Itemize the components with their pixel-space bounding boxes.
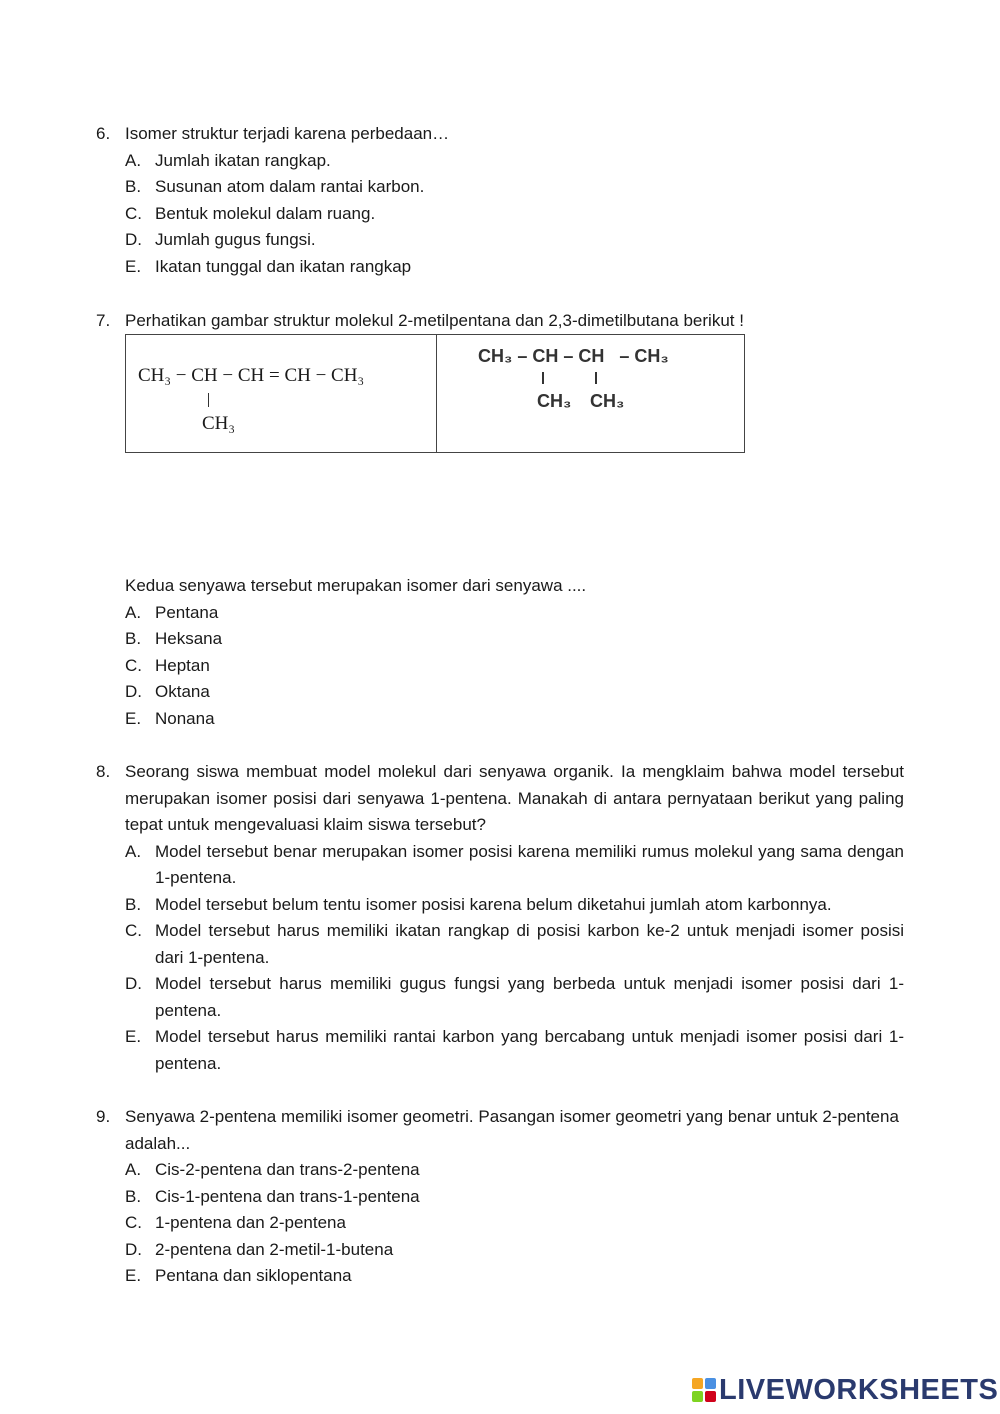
option-a[interactable]: A. Pentana xyxy=(125,602,219,622)
question-number: 8. xyxy=(96,762,111,781)
structure-2-metilpentana: CH₃ − CH − CH = CH − CH₃ xyxy=(138,365,365,386)
question-text: Perhatikan gambar struktur molekul 2-metilpentana dan 2,3-dimetilbutana berikut ! xyxy=(125,311,744,330)
question-6 xyxy=(96,121,904,280)
question-text: Seorang siswa membuat model molekul dari senyawa organik. Ia mengklaim bahwa model tersebut merupakan isomer posisi dari senyawa 1-pentena. Manakah di antara pernyataan berikut yang paling tepat untuk mengevaluasi klaim siswa tersebut? xyxy=(125,762,904,834)
structure-table xyxy=(125,334,745,453)
option-e[interactable]: E. Pentana dan siklopentana xyxy=(125,1266,352,1285)
options-list xyxy=(125,148,904,281)
bond-line xyxy=(208,393,209,407)
question-number: 7. xyxy=(96,311,111,330)
logo-square-icon xyxy=(705,1378,716,1389)
option-c[interactable]: C. Heptan xyxy=(125,655,210,675)
question-text: Senyawa 2-pentena memiliki isomer geometri. Pasangan isomer geometri yang benar untuk 2-pentena adalah... xyxy=(125,1107,899,1153)
question-number: 6. xyxy=(96,124,111,143)
structure-branch: CH₃ xyxy=(537,391,572,411)
structure-branch: CH₃ xyxy=(590,391,625,411)
option-c[interactable]: C. 1-pentena dan 2-pentena xyxy=(125,1213,346,1232)
option-d[interactable]: D. Oktana xyxy=(125,682,210,701)
question-7-followup xyxy=(96,573,904,732)
option-d[interactable]: D. Jumlah gugus fungsi. xyxy=(125,230,316,249)
logo-square-icon xyxy=(692,1391,703,1402)
option-a[interactable]: A. Model tersebut benar merupakan isomer posisi karena memiliki rumus molekul yang sama dengan 1-pentena. xyxy=(125,841,904,887)
option-e[interactable]: E. Ikatan tunggal dan ikatan rangkap xyxy=(125,256,412,276)
table-divider xyxy=(436,335,437,452)
structure-2-3-dimetilbutana: CH₃ – CH – CH – CH₃ xyxy=(478,346,669,366)
option-e[interactable]: E. Model tersebut harus memiliki rantai karbon yang bercabang untuk menjadi isomer posisi dari 1-pentena. xyxy=(125,1027,904,1073)
options-list xyxy=(125,600,904,733)
option-d[interactable]: D. 2-pentena dan 2-metil-1-butena xyxy=(125,1239,394,1259)
option-c[interactable]: C. Bentuk molekul dalam ruang. xyxy=(125,203,376,223)
bond-line xyxy=(595,372,597,384)
logo-square-icon xyxy=(692,1378,703,1389)
liveworksheets-logo-icon xyxy=(692,1378,716,1402)
option-b[interactable]: B. Cis-1-pentena dan trans-1-pentena xyxy=(125,1186,420,1206)
question-number: 9. xyxy=(96,1107,111,1126)
option-a[interactable]: A. Cis-2-pentena dan trans-2-pentena xyxy=(125,1160,420,1179)
logo-square-icon xyxy=(705,1391,716,1402)
question-7 xyxy=(96,308,904,335)
question-9 xyxy=(96,1104,904,1290)
option-b[interactable]: B. Model tersebut belum tentu isomer posisi karena belum diketahui jumlah atom karbonnya. xyxy=(125,894,832,914)
logo-text: LIVEWORKSHEETS xyxy=(719,1373,999,1406)
bond-line xyxy=(542,372,544,384)
structure-branch: CH₃ xyxy=(202,413,236,434)
option-e[interactable]: E. Nonana xyxy=(125,708,215,728)
option-c[interactable]: C. Model tersebut harus memiliki ikatan rangkap di posisi karbon ke-2 untuk menjadi isomer posisi dari 1-pentena. xyxy=(125,921,904,967)
question-text: Isomer struktur terjadi karena perbedaan… xyxy=(125,124,450,143)
option-d[interactable]: D. Model tersebut harus memiliki gugus fungsi yang berbeda untuk menjadi isomer posisi dari 1-pentena. xyxy=(125,974,904,1020)
question-followup-text: Kedua senyawa tersebut merupakan isomer dari senyawa .... xyxy=(125,576,587,595)
option-a[interactable]: A. Jumlah ikatan rangkap. xyxy=(125,150,331,170)
liveworksheets-logo[interactable] xyxy=(692,1373,998,1407)
option-b[interactable]: B. Heksana xyxy=(125,629,223,648)
question-8 xyxy=(96,759,904,1077)
options-list xyxy=(125,839,904,1078)
options-list xyxy=(125,1157,904,1290)
option-b[interactable]: B. Susunan atom dalam rantai karbon. xyxy=(125,177,425,196)
